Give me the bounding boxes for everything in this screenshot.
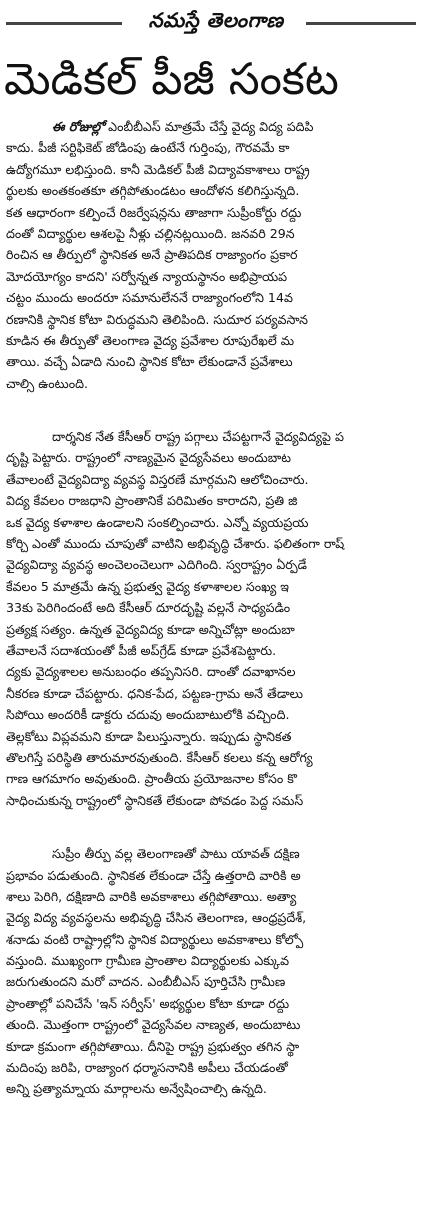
article-line — [6, 533, 422, 554]
article-line-text: చట్టం ముందు అందరూ సమానులేననే రాజ్యాంగంలోని 14వ — [6, 290, 293, 306]
article-line — [6, 244, 422, 265]
article-line-text: మదింపు జరిపి, రాజ్యాంగ ధర్మాసనానికి అపీలు చేయడంతో — [6, 1060, 288, 1076]
article-line-text: రించిన ఆ తీర్పులో స్థానికత అనే ప్రాతిపదిక రాజ్యాంగం ప్రకార — [6, 247, 298, 263]
masthead-rule-right — [306, 22, 416, 25]
article-line — [6, 907, 422, 928]
article-line — [6, 790, 422, 811]
article-line-text: విద్య కేవలం రాజధాని ప్రాంతానికే పరిమితం కారాదని, ప్రతి జి — [6, 493, 298, 509]
article-line-text: తేవాలంటే వైద్యవిద్యా వ్యవస్థ విస్తరణే మార్గమని ఆలోచించారు. — [6, 471, 309, 487]
article-line — [6, 1014, 422, 1035]
article-line-text: రణానికి స్థానిక కోటా విరుద్ధమని తెలిపింది. సుదూర పర్యవసాన — [6, 311, 308, 327]
article-line — [6, 309, 422, 330]
article-line-text: కూడా క్రమంగా తగ్గిపోతాయి. దీనిపై రాష్ట్ర ప్రభుత్వం తగిన స్థా — [6, 1038, 300, 1054]
article-line-text: సుప్రీం తీర్పు వల్ల తెలంగాణతో పాటు యావత్ దక్షిణ — [52, 846, 300, 862]
article-line-text: ప్రభావం పడుతుంది. స్థానికత లేకుండా చేస్తే ఉత్తరాది వారికి అ — [6, 867, 301, 883]
article-line — [6, 137, 422, 158]
article-line — [6, 159, 422, 180]
article-line — [6, 747, 422, 768]
article-line-text: తొలగిస్తే పరిస్థితి తారుమారవుతుంది. కేసీఆర్ కలలు కన్న ఆరోగ్య — [6, 749, 313, 765]
article-line-text: ర్థులకు అంతకంతకూ తగ్గిపోతుండటం ఆందోళన కలిగిస్తున్నది. — [6, 183, 300, 199]
article-line — [6, 1078, 422, 1099]
article-paragraph — [6, 843, 422, 1100]
article-line-text: శనాడు వంటి రాష్ట్రాల్లోని స్థానిక విద్యార్థులు అవకాశాలు కోల్పో — [6, 931, 304, 947]
article-line-text: ఉద్యోగమూ లభిస్తుంది. కానీ మెడికల్ పీజీ విద్యావకాశాలు రాష్ట్ర — [6, 161, 310, 177]
article-line — [6, 554, 422, 575]
article-line-text: గాణ ఆగమాగం అవుతుంది. ప్రాంతీయ ప్రయోజనాల కోసం కొ — [6, 771, 297, 787]
article-line-text: కూడిన ఈ తీర్పుతో తెలంగాణ వైద్య ప్రవేశాల రూపురేఖలే మ — [6, 332, 295, 348]
article-line-text: వస్తుంది. ముఖ్యంగా గ్రామీణ ప్రాంతాల విద్యార్థులకు ఎక్కువ — [6, 953, 290, 969]
article-line — [6, 661, 422, 682]
article-line-text: వైద్యవిద్యా వ్యవస్థ అంచెలంచెలుగా ఎదిగింది. స్వరాష్ట్రం ఏర్పడే — [6, 557, 307, 573]
article-line — [6, 512, 422, 533]
article-line-text: దృష్టి పెట్టారు. రాష్ట్రంలో నాణ్యమైన వైద్యసేవలు అందుబాట — [6, 450, 291, 466]
article-line — [6, 886, 422, 907]
article-line — [6, 704, 422, 725]
newspaper-name: నమస్తే తెలంగాణ — [148, 8, 284, 32]
article-line — [6, 950, 422, 971]
article-line-text: ప్రాంతాల్లో పనిచేసే 'ఇన్ సర్వీస్' అభ్యర్థుల కోటా కూడా రద్దు — [6, 995, 290, 1011]
article-line-text: ఎంబీబీఎస్ మాత్రమే చేస్తే వైద్య విద్య పదిపి — [104, 119, 314, 134]
article-line-text: చాల్సి ఉంటుంది. — [6, 375, 89, 391]
article-line — [6, 116, 422, 137]
article-line — [6, 971, 422, 992]
article-line-text: ద్యకు వైద్యశాలల అనుబంధం తప్పనిసరి. దాంతో దవాఖానల — [6, 664, 296, 680]
article-line-text: జరుగుతుందని మరో వాదన. ఎంబీబీఎస్ పూర్తిచేసి గ్రామీణ — [6, 974, 286, 990]
article-line — [6, 865, 422, 886]
article-line-text: తేవాలనే సదాశయంతో పీజీ అప్‌గ్రేడ్ కూడా ప్రవేశపెట్టారు. — [6, 642, 277, 658]
article-line — [6, 202, 422, 223]
article-line-text: కోర్చి ఎంతో ముందు చూపుతో వాటిని అభివృద్ధి చేశారు. ఫలితంగా రాష్ — [6, 536, 345, 552]
article-line-text: మోదయోగ్యం కాదని' సర్వోన్నత న్యాయస్థానం అభిప్రాయప — [6, 268, 288, 284]
article-line — [6, 223, 422, 244]
article-line — [6, 683, 422, 704]
article-line-text: అన్ని ప్రత్యామ్నాయ మార్గాలను అన్వేషించాల్సి ఉన్నది. — [6, 1081, 267, 1097]
article-line — [6, 768, 422, 789]
article-line-text: సాధించుకున్న రాష్ట్రంలో స్థానికతే లేకుండా పోవడం పెద్ద సమస్ — [6, 792, 304, 808]
article-line-text: 33కు పెరిగిందంటే అది కేసీఆర్ దూరదృష్టి వల్లనే సాధ్యపడిం — [6, 600, 291, 616]
article-line — [6, 266, 422, 287]
article-line — [6, 373, 422, 394]
article-line-text: తెల్లకోటు విప్లవమని కూడా పిలుస్తున్నారు. ఇప్పుడు స్థానికత — [6, 728, 292, 744]
article-line-text: దంతో విద్యార్థుల ఆశలపై నీళ్లు చల్లినట్లయింది. జనవరి 29న — [6, 225, 295, 241]
masthead-rule-left — [6, 22, 122, 25]
article-line-text: శాలు పెరిగి, దక్షిణాది వారికి అవకాశాలు తగ్గిపోతాయి. అత్యా — [6, 888, 297, 904]
article-paragraph — [6, 116, 422, 394]
article-line — [6, 929, 422, 950]
article-line-text: కేవలం 5 మాత్రమే ఉన్న ప్రభుత్వ వైద్య కళాశాలల సంఖ్య ఇ — [6, 578, 289, 594]
article-line — [6, 351, 422, 372]
article-line — [6, 640, 422, 661]
article-line-text: కాదు. పీజీ సర్టిఫికెట్ జోడింపు ఉంటేనే గుర్తింపు, గౌరవమే కా — [6, 140, 290, 156]
article-line — [6, 180, 422, 201]
article-paragraph — [6, 426, 422, 811]
article-line — [6, 993, 422, 1014]
article-line-text: వైద్య విద్య వ్యవస్థలను అభివృద్ధి చేసిన తెలంగాణ, ఆంధ్రప్రదేశ్, — [6, 910, 307, 926]
article-line-text: సిపోయి అందరికీ డాక్టరు చదువు అందుబాటులోకి వచ్చింది. — [6, 707, 290, 723]
article-line — [6, 597, 422, 618]
article-line — [6, 330, 422, 351]
article-line — [6, 1057, 422, 1078]
paragraph-lead-words: ఈ రోజుల్లో — [52, 119, 105, 134]
article-line-text: తుంది. మొత్తంగా రాష్ట్రంలో వైద్యసేవల నాణ్యత, అందుబాటు — [6, 1017, 301, 1033]
article-line — [6, 426, 422, 447]
article-line — [6, 490, 422, 511]
article-line — [6, 447, 422, 468]
article-line-text: దార్శనిక నేత కేసీఆర్ రాష్ట్ర పగ్గాలు చేపట్టగానే వైద్యవిద్యపై ప — [52, 429, 344, 445]
article-line-text: ఒక వైద్య కళాశాల ఉండాలని సంకల్పించారు. ఎన్నో వ్యయప్రయ — [6, 514, 309, 530]
article-line-text: ప్రత్యక్ష సత్యం. ఉన్నత వైద్యవిద్య కూడా అన్నిచోట్లా అందుబా — [6, 621, 295, 637]
article-line — [6, 469, 422, 490]
article-line — [6, 576, 422, 597]
article-line — [6, 843, 422, 864]
article-line-text: తాయి. వచ్చే ఏడాది నుంచి స్థానిక కోటా లేకుండానే ప్రవేశాలు — [6, 354, 293, 370]
article-line — [6, 287, 422, 308]
article-headline: మెడికల్ పీజీ సంకట — [4, 54, 339, 105]
masthead — [0, 0, 422, 46]
article-line — [6, 619, 422, 640]
article-body — [6, 116, 422, 1132]
article-line-text: నీకరణ కూడా చేపట్టారు. ధనిక-పేద, పట్టణ-గ్రామ అనే తేడాలు — [6, 685, 303, 701]
article-line — [6, 1036, 422, 1057]
article-line-text: కత ఆధారంగా కల్పించే రిజర్వేషన్లను తాజాగా సుప్రీంకోర్టు రద్దు — [6, 204, 302, 220]
article-line — [6, 726, 422, 747]
